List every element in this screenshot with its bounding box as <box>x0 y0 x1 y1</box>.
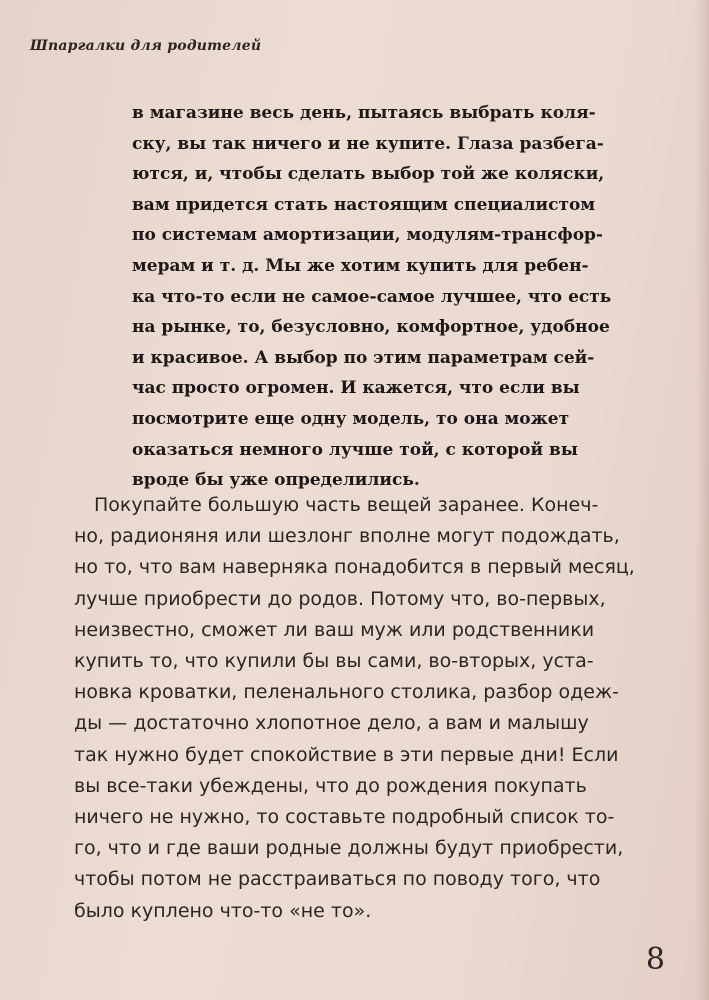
paragraph-line: новка кроватки, пеленального столика, разбор одеж- <box>74 681 619 704</box>
boxed-line: и красивое. А выбор по этим параметрам сей- <box>132 347 595 368</box>
boxed-line: по системам амортизации, модулям-трансфор- <box>132 225 603 246</box>
paragraph-line: лучше приобрести до родов. Потому что, во-первых, <box>74 587 606 610</box>
boxed-line: оказаться немного лучше той, с которой вы <box>132 439 578 460</box>
paragraph-line: но то, что вам наверняка понадобится в первый месяц, <box>74 556 635 579</box>
boxed-line: на рынке, то, безусловно, комфортное, удобное <box>132 317 610 338</box>
main-paragraph <box>74 490 694 927</box>
boxed-line: ка что-то если не самое-самое лучшее, что есть <box>132 286 612 307</box>
paragraph-line: но, радионяня или шезлонг вполне могут подождать, <box>74 525 620 548</box>
boxed-line: посмотрите еще одну модель, то она может <box>132 408 570 429</box>
boxed-passage <box>132 98 652 496</box>
paragraph-line: го, что и где ваши родные должны будут приобрести, <box>74 837 624 860</box>
boxed-line: мерам и т. д. Мы же хотим купить для ребен- <box>132 255 589 276</box>
paragraph-line: ничего не нужно, то составьте подробный список то- <box>74 806 615 829</box>
paragraph-line: так нужно будет спокойствие в эти первые дни! Если <box>74 743 619 766</box>
paragraph-line: неизвестно, сможет ли ваш муж или родственники <box>74 618 595 641</box>
boxed-line: ются, и, чтобы сделать выбор той же коляски, <box>132 164 605 185</box>
paragraph-line: купить то, что купили бы вы сами, во-вторых, уста- <box>74 650 594 673</box>
paragraph-line: чтобы потом не расстраиваться по поводу того, что <box>74 868 601 891</box>
page-number: 8 <box>645 942 665 977</box>
boxed-line: в магазине весь день, пытаясь выбрать коля- <box>132 103 596 123</box>
boxed-line: ску, вы так ничего и не купите. Глаза разбега- <box>132 133 604 154</box>
paragraph-line: Покупайте большую часть вещей заранее. Конеч- <box>94 494 599 516</box>
boxed-line: вроде бы уже определились. <box>132 470 420 491</box>
paragraph-line: ды — достаточно хлопотное дело, а вам и малышу <box>74 712 589 735</box>
paragraph-line: было куплено что-то «не то». <box>74 899 372 922</box>
boxed-line: вам придется стать настоящим специалистом <box>132 194 596 215</box>
running-head: Шпаргалки для родителей <box>30 38 262 54</box>
boxed-line: час просто огромен. И кажется, что если вы <box>132 378 580 399</box>
paragraph-line: вы все-таки убеждены, что до рождения покупать <box>74 774 587 797</box>
